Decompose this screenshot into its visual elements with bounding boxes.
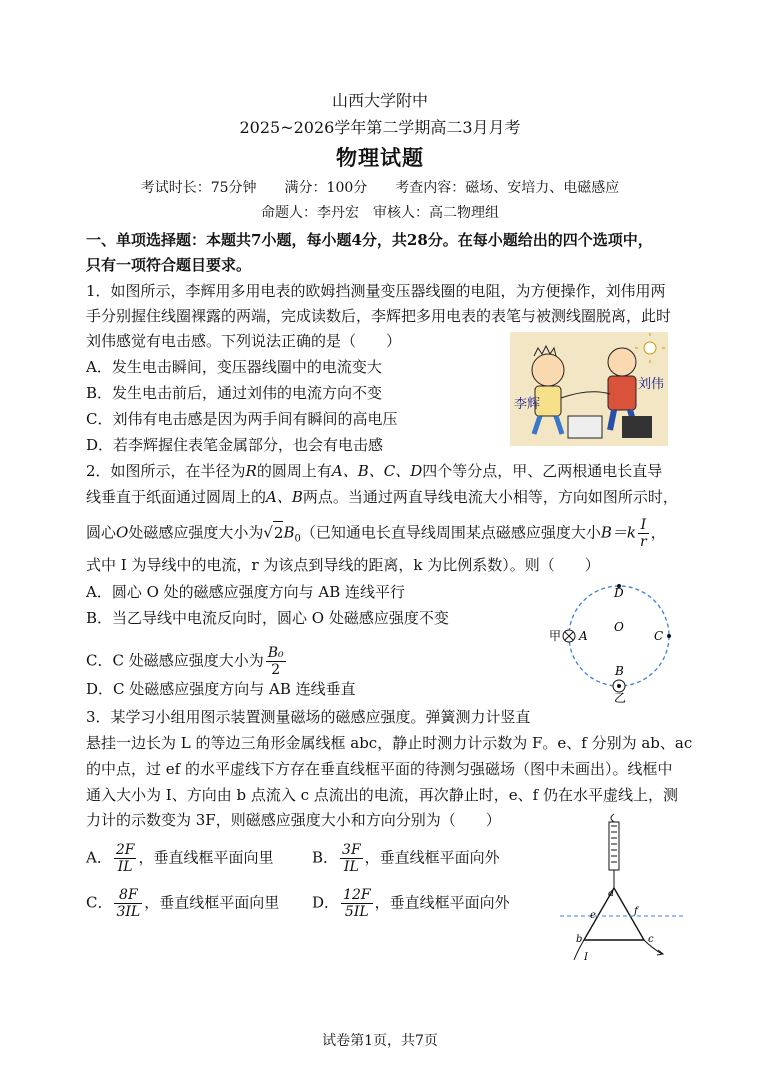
- q3-stem: 悬挂一边长为 L 的等边三角形金属线框 abc，静止时测力计示数为 F。e、f 分别为 ab、ac: [86, 734, 693, 752]
- q3-label-i: I: [584, 952, 588, 963]
- q3-stem: 3．某学习小组用图示装置测量磁场的磁感应强度。弹簧测力计竖直: [86, 708, 531, 726]
- exam-info: 考试时长：75分钟 满分：100分 考查内容：磁场、安培力、电磁感应: [140, 180, 620, 196]
- q2-option-a: A．圆心 O 处的磁感应强度方向与 AB 连线平行: [86, 583, 406, 601]
- q2-stem: 线垂直于纸面通过圆周上的A、B两点。当通过两直导线电流大小相等，方向如图所示时，: [86, 488, 678, 506]
- q3-stem: 的中点，过 ef 的水平虚线下方存在垂直线框平面的待测匀强磁场（图中未画出）。线框中: [86, 760, 673, 778]
- q3-label-f: f: [634, 906, 638, 917]
- q3-stem: 通入大小为 I、方向由 b 点流入 c 点流出的电流，再次静止时，e、f 仍在水平虚线上，测: [86, 786, 678, 804]
- page-footer: 试卷第1页，共7页: [322, 1033, 438, 1049]
- q3-label-a: a: [608, 888, 614, 899]
- q1-option-d: D．若李辉握住表笔金属部分，也会有电击感: [86, 436, 384, 454]
- q3-label-e: e: [590, 910, 596, 921]
- q3-option-b: B． $\frac{3F}{IL}$ ，垂直线框平面向外: [312, 842, 500, 875]
- q2-label-c: C: [654, 629, 664, 643]
- q2-stem: 圆心O处磁感应强度大小为$√2B_0$（已知通电长直导线周围某点磁感应强度大小B＝k $\frac{I}{r}$ ，: [86, 517, 666, 550]
- q2-circle-diagram: [549, 578, 676, 705]
- q2-label-b: B: [615, 664, 624, 678]
- school-name: 山西大学附中: [331, 91, 428, 110]
- q2-label-a: A: [579, 629, 588, 643]
- q3-label-c: c: [648, 934, 654, 945]
- q3-option-c: C． $\frac{8F}{3IL}$ ，垂直线框平面向里: [86, 887, 280, 920]
- q2-label-yi: 乙: [614, 691, 627, 705]
- q2-label-d: D: [614, 586, 624, 600]
- q3-option-a: A． $\frac{2F}{IL}$ ，垂直线框平面向里: [86, 842, 274, 875]
- q1-stem: 刘伟感觉有电击感。下列说法正确的是（ ）: [86, 332, 402, 350]
- q1-stem: 1．如图所示，李辉用多用电表的欧姆挡测量变压器线圈的电阻，为方便操作，刘伟用两: [86, 282, 666, 300]
- q1-option-b: B．发生电击前后，通过刘伟的电流方向不变: [86, 384, 383, 402]
- q2-option-b: B．当乙导线中电流反向时，圆心 O 处磁感应强度不变: [86, 609, 449, 627]
- q3-label-b: b: [576, 934, 583, 945]
- exam-title: 2025~2026学年第二学期高二3月月考: [239, 118, 521, 137]
- exam-authors: 命题人：李丹宏 审核人：高二物理组: [261, 205, 499, 221]
- q1-label-lihui: 李辉: [514, 397, 541, 412]
- q3-spring-frame-diagram: [560, 812, 684, 964]
- q2-option-c: C．C 处磁感应强度大小为 $\frac{\text{B₀}}{2}$: [86, 645, 284, 678]
- q2-option-d: D．C 处磁感应强度方向与 AB 连线垂直: [86, 680, 356, 698]
- q2-label-o: O: [614, 620, 624, 634]
- q1-option-c: C．刘伟有电击感是因为两手间有瞬间的高电压: [86, 410, 398, 428]
- q1-illustration: [510, 332, 668, 446]
- section-title: 一、单项选择题：本题共7小题，每小题4分，共28分。在每小题给出的四个选项中，: [86, 231, 653, 249]
- q1-label-liuwei: 刘伟: [638, 377, 665, 392]
- q2-label-jia: 甲: [549, 629, 562, 643]
- q3-option-d: D． $\frac{12F}{5IL}$ ，垂直线框平面向外: [312, 887, 510, 920]
- q1-stem: 手分别握住线圈裸露的两端，完成读数后，李辉把多用电表的表笔与被测线圈脱离，此时: [86, 307, 672, 325]
- subject-title: 物理试题: [336, 145, 424, 170]
- section-title-cont: 只有一项符合题目要求。: [86, 256, 252, 274]
- q1-option-a: A．发生电击瞬间，变压器线圈中的电流变大: [86, 358, 382, 376]
- q2-stem: 式中 I 为导线中的电流，r 为该点到导线的距离，k 为比例系数）。则（ ）: [86, 556, 600, 574]
- q2-stem: 2．如图所示，在半径为R的圆周上有A、B、C、D四个等分点，甲、乙两根通电长直导: [86, 462, 663, 480]
- q3-stem: 力计的示数变为 3F，则磁感应强度大小和方向分别为（ ）: [86, 811, 501, 829]
